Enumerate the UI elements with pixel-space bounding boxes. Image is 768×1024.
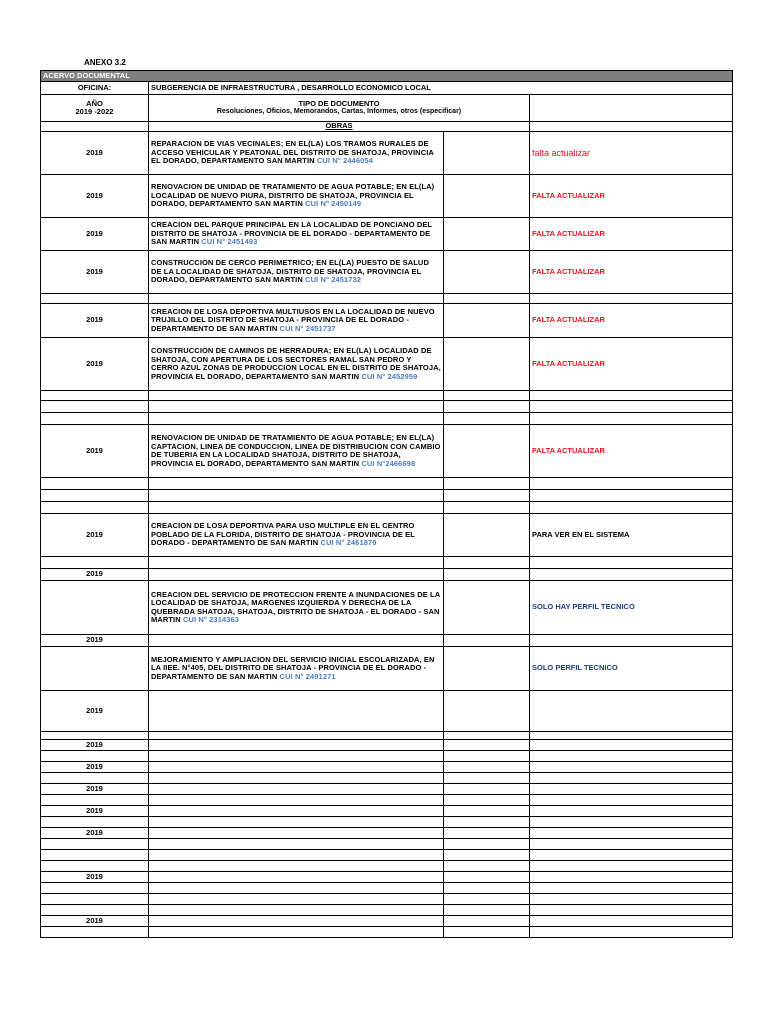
row-empty-cell [444, 828, 530, 839]
table-row [41, 413, 733, 425]
row-year [41, 850, 149, 861]
row-empty-cell [444, 806, 530, 817]
row-year [41, 478, 149, 490]
row-description [149, 581, 444, 635]
row-empty-cell [444, 784, 530, 795]
row-status [530, 740, 733, 751]
row-empty-cell [444, 425, 530, 478]
row-year [41, 647, 149, 691]
row-description [149, 294, 444, 304]
row-description [149, 850, 444, 861]
table-row [41, 132, 733, 175]
row-description [149, 218, 444, 251]
row-year: 2019 [41, 132, 149, 175]
row-empty-cell [444, 514, 530, 557]
office-row [41, 82, 733, 95]
row-empty-cell [444, 391, 530, 401]
row-status [530, 817, 733, 828]
table-row [41, 502, 733, 514]
row-cui-code: CUI N° 2314363 [182, 615, 240, 624]
year-header-label: AÑO [86, 98, 103, 108]
row-cui-code: CUI N° 2450149 [305, 199, 362, 209]
table-row [41, 751, 733, 762]
row-status [530, 850, 733, 861]
status-header [530, 95, 733, 122]
row-status: FALTA ACTUALIZAR [530, 218, 733, 251]
row-description [149, 175, 444, 218]
row-description [149, 413, 444, 425]
row-empty-cell [444, 647, 530, 691]
row-year: 2019 [41, 740, 149, 751]
row-status [530, 557, 733, 569]
row-empty-cell [444, 740, 530, 751]
row-year: 2019 [41, 916, 149, 927]
row-empty-cell [444, 795, 530, 806]
row-empty-cell [444, 861, 530, 872]
row-empty-cell [444, 251, 530, 294]
table-row [41, 251, 733, 294]
row-status [530, 927, 733, 938]
table-row [41, 839, 733, 850]
table-row [41, 850, 733, 861]
table-row [41, 916, 733, 927]
table-row [41, 883, 733, 894]
row-empty-cell [444, 218, 530, 251]
row-description [149, 635, 444, 647]
row-year: 2019 [41, 828, 149, 839]
row-year [41, 861, 149, 872]
row-description-text: CREACION DEL PARQUE PRINCIPAL EN LA LOCALIDAD DE PONCIANO DEL DISTRITO DE SHATOJA - PROVINCIA DE EL DORADO - DEPARTAMENTO DE SAN MARTIN [151, 220, 432, 247]
row-year: 2019 [41, 762, 149, 773]
row-empty-cell [444, 413, 530, 425]
row-status [530, 861, 733, 872]
table-row [41, 784, 733, 795]
row-description [149, 732, 444, 740]
row-description [149, 927, 444, 938]
row-description [149, 401, 444, 413]
row-status [530, 828, 733, 839]
row-status: SOLO PERFIL TECNICO [530, 647, 733, 691]
row-year [41, 557, 149, 569]
row-year: 2019 [41, 514, 149, 557]
row-year [41, 817, 149, 828]
row-status [530, 294, 733, 304]
row-year [41, 490, 149, 502]
row-status [530, 872, 733, 883]
row-year [41, 883, 149, 894]
row-empty-cell [444, 635, 530, 647]
banner-title: ACERVO DOCUMENTAL [41, 71, 733, 82]
row-status [530, 905, 733, 916]
row-empty-cell [444, 872, 530, 883]
row-year: 2019 [41, 691, 149, 732]
row-description [149, 557, 444, 569]
row-empty-cell [444, 905, 530, 916]
row-status [530, 894, 733, 905]
row-status: falta actualizar [530, 132, 733, 175]
table-row [41, 740, 733, 751]
row-year: 2019 [41, 304, 149, 338]
row-status [530, 883, 733, 894]
row-description-text: CREACION DE LOSA DEPORTIVA MULTIUSOS EN LA LOCALIDAD DE NUEVO TRUJILLO DEL DISTRITO DE SHATOJA - PROVINCIA DE EL DORADO - DEPARTAMENTO DE SAN MARTIN [151, 306, 435, 333]
row-empty-cell [444, 927, 530, 938]
table-row [41, 635, 733, 647]
row-description [149, 132, 444, 175]
row-description [149, 817, 444, 828]
row-year [41, 413, 149, 425]
row-description-text: REPARACION DE VIAS VECINALES; EN EL(LA) LOS TRAMOS RURALES DE ACCESO VEHICULAR Y PEATONAL DEL DISTRITO DE SHATOJA, PROVINCIA EL DORADO, DEPARTAMENTO SAN MARTIN [151, 139, 434, 166]
table-row [41, 218, 733, 251]
row-description [149, 391, 444, 401]
row-description [149, 795, 444, 806]
row-empty-cell [444, 817, 530, 828]
row-description-text: RENOVACION DE UNIDAD DE TRATAMIENTO DE AGUA POTABLE; EN EL(LA) CAPTACION, LINEA DE CONDUCCION, LINEA DE DISTRIBUCION CON CAMBIO DE TUBERIA EN LA LOCALIDAD SHATOJA, DISTRITO DE SHATOJA, PROVINCIA EL DORADO, DEPARTAMENTO SAN MARTIN [151, 433, 441, 468]
row-empty-cell [444, 751, 530, 762]
row-empty-cell [444, 502, 530, 514]
row-status [530, 806, 733, 817]
row-description [149, 883, 444, 894]
row-year: 2019 [41, 872, 149, 883]
table-row [41, 894, 733, 905]
table-row [41, 828, 733, 839]
row-year [41, 751, 149, 762]
row-description [149, 514, 444, 557]
row-year: 2019 [41, 251, 149, 294]
table-row [41, 304, 733, 338]
row-empty-cell [444, 773, 530, 784]
row-description [149, 502, 444, 514]
table-row [41, 391, 733, 401]
office-value: SUBGERENCIA DE INFRAESTRUCTURA , DESARROLLO ECONOMICO LOCAL [149, 82, 733, 95]
row-year [41, 905, 149, 916]
table-row [41, 338, 733, 391]
row-description [149, 916, 444, 927]
row-description [149, 478, 444, 490]
row-cui-code: CUI N°2466698 [361, 458, 416, 468]
banner-row [41, 71, 733, 82]
table-row [41, 927, 733, 938]
table-row [41, 478, 733, 490]
row-empty-cell [444, 478, 530, 490]
row-status: FALTA ACTUALIZAR [530, 175, 733, 218]
row-status: PARA VER EN EL SISTEMA [530, 514, 733, 557]
row-year [41, 839, 149, 850]
row-year: 2019 [41, 425, 149, 478]
table-row [41, 401, 733, 413]
table-row [41, 294, 733, 304]
row-year: 2019 [41, 784, 149, 795]
document-type-label: TIPO DE DOCUMENTO [298, 98, 380, 108]
table-row [41, 732, 733, 740]
row-status [530, 751, 733, 762]
column-header-row [41, 95, 733, 122]
row-empty-cell [444, 850, 530, 861]
table-row [41, 762, 733, 773]
table-row [41, 490, 733, 502]
row-status [530, 795, 733, 806]
row-status [530, 732, 733, 740]
document-type-header [149, 95, 530, 122]
row-cui-code: CUI N° 2451737 [279, 323, 336, 333]
row-description [149, 251, 444, 294]
row-year: 2019 [41, 635, 149, 647]
row-description [149, 828, 444, 839]
row-empty-cell [444, 839, 530, 850]
table-row [41, 557, 733, 569]
office-label: OFICINA: [41, 82, 149, 95]
document-register-table [40, 70, 733, 938]
table-row [41, 514, 733, 557]
row-empty-cell [444, 304, 530, 338]
table-row [41, 905, 733, 916]
row-year [41, 502, 149, 514]
row-description [149, 338, 444, 391]
row-status [530, 413, 733, 425]
row-description [149, 569, 444, 581]
row-status [530, 635, 733, 647]
row-status [530, 762, 733, 773]
section-title: OBRAS [149, 122, 530, 132]
row-description-text: CREACION DE LOSA DEPORTIVA PARA USO MULTIPLE EN EL CENTRO POBLADO DE LA FLORIDA, DISTRITO DE SHATOJA - PROVINCIA DE EL DORADO - DEPARTAMENTO DE SAN MARTIN [151, 521, 415, 548]
table-row [41, 647, 733, 691]
row-cui-code: CUI N° 2451493 [201, 237, 258, 247]
row-status: FALTA ACTUALIZAR [530, 338, 733, 391]
row-description [149, 304, 444, 338]
row-description [149, 784, 444, 795]
table-row [41, 773, 733, 784]
row-description [149, 740, 444, 751]
row-cui-code: CUI N° 2452959 [361, 371, 418, 381]
row-empty-cell [444, 490, 530, 502]
table-row [41, 806, 733, 817]
row-year: 2019 [41, 338, 149, 391]
row-status [530, 391, 733, 401]
row-status: SOLO HAY PERFIL TECNICO [530, 581, 733, 635]
row-empty-cell [444, 175, 530, 218]
row-empty-cell [444, 762, 530, 773]
row-status: FALTA ACTUALIZAR [530, 425, 733, 478]
year-header-range: 2019 -2022 [75, 107, 114, 116]
row-empty-cell [444, 732, 530, 740]
row-year [41, 894, 149, 905]
row-empty-cell [444, 132, 530, 175]
table-row [41, 817, 733, 828]
row-description [149, 762, 444, 773]
document-type-subtitle: Resoluciones, Oficios, Memorandos, Cartas, Informes, otros (especificar) [216, 108, 462, 115]
section-row [41, 122, 733, 132]
table-row [41, 691, 733, 732]
row-description [149, 806, 444, 817]
row-description-text: CONSTRUCCION DE CAMINOS DE HERRADURA; EN EL(LA) LOCALIDAD DE SHATOJA, CON APERTURA DE LOS SECTORES RAMAL SAN PEDRO Y CERRO AZUL ZONAS DE PRODUCCION LOCAL EN EL DISTRITO DE SHATOJA, PROVINCIA EL DORADO, DEPARTAMENTO SAN MARTIN [151, 346, 441, 381]
row-year [41, 294, 149, 304]
annex-label: ANEXO 3.2 [84, 58, 126, 67]
row-description-text: RENOVACION DE UNIDAD DE TRATAMIENTO DE AGUA POTABLE; EN EL(LA) LOCALIDAD DE NUEVO PIURA, DISTRITO DE SHATOJA, PROVINCIA EL DORADO, DEPARTAMENTO SAN MARTIN [151, 182, 435, 209]
row-description [149, 839, 444, 850]
row-description [149, 691, 444, 732]
table-row [41, 861, 733, 872]
table-row [41, 175, 733, 218]
row-year [41, 581, 149, 635]
row-year [41, 732, 149, 740]
table-row [41, 872, 733, 883]
row-status [530, 401, 733, 413]
row-description [149, 894, 444, 905]
row-empty-cell [444, 338, 530, 391]
row-description [149, 773, 444, 784]
row-description [149, 861, 444, 872]
row-empty-cell [444, 894, 530, 905]
row-description [149, 490, 444, 502]
row-description [149, 425, 444, 478]
row-status [530, 490, 733, 502]
row-year [41, 773, 149, 784]
row-empty-cell [444, 557, 530, 569]
row-year: 2019 [41, 218, 149, 251]
row-description-text: MEJORAMIENTO Y AMPLIACION DEL SERVICIO INICIAL ESCOLARIZADA, EN LA IIEE. N°405, DEL DISTRITO DE SHATOJA - PROVINCIA DE EL DORADO - DEPARTAMENTO DE SAN MARTIN [151, 654, 435, 681]
row-empty-cell [444, 691, 530, 732]
row-description-text: CONSTRUCCION DE CERCO PERIMETRICO; EN EL(LA) PUESTO DE SALUD DE LA LOCALIDAD DE SHATOJA, DISTRITO DE SHATOJA, PROVINCIA EL DORADO, DEPARTAMENTO SAN MARTIN [151, 258, 429, 285]
row-description [149, 751, 444, 762]
row-year [41, 401, 149, 413]
row-year: 2019 [41, 806, 149, 817]
row-description [149, 647, 444, 691]
year-header [41, 95, 149, 122]
row-empty-cell [444, 401, 530, 413]
row-cui-code: CUI N° 2446054 [316, 156, 373, 166]
row-cui-code: CUI N° 2451732 [305, 275, 362, 285]
row-status [530, 773, 733, 784]
row-empty-cell [444, 294, 530, 304]
row-cui-code: CUI N° 2461870 [320, 538, 377, 548]
row-year: 2019 [41, 569, 149, 581]
row-status [530, 691, 733, 732]
row-status [530, 569, 733, 581]
table-row [41, 569, 733, 581]
row-cui-code: CUI N° 2491271 [279, 671, 336, 681]
row-description-text: CREACION DEL SERVICIO DE PROTECCION FRENTE A INUNDACIONES DE LA LOCALIDAD DE SHATOJA, MARGENES IZQUIERDA Y DERECHA DE LA QUEBRADA SHATOJA, SHATOJA, DISTRITO DE SHATOJA - EL DORADO - SAN MARTIN [151, 589, 440, 624]
table-row [41, 425, 733, 478]
row-status: FALTA ACTUALIZAR [530, 251, 733, 294]
row-description [149, 905, 444, 916]
row-status [530, 784, 733, 795]
table-row [41, 581, 733, 635]
row-empty-cell [444, 916, 530, 927]
row-empty-cell [444, 581, 530, 635]
row-year [41, 795, 149, 806]
row-status [530, 916, 733, 927]
row-status [530, 478, 733, 490]
row-empty-cell [444, 569, 530, 581]
row-status: FALTA ACTUALIZAR [530, 304, 733, 338]
row-status [530, 502, 733, 514]
row-description [149, 872, 444, 883]
row-year: 2019 [41, 175, 149, 218]
row-year [41, 927, 149, 938]
row-empty-cell [444, 883, 530, 894]
row-year [41, 391, 149, 401]
table-row [41, 795, 733, 806]
row-status [530, 839, 733, 850]
